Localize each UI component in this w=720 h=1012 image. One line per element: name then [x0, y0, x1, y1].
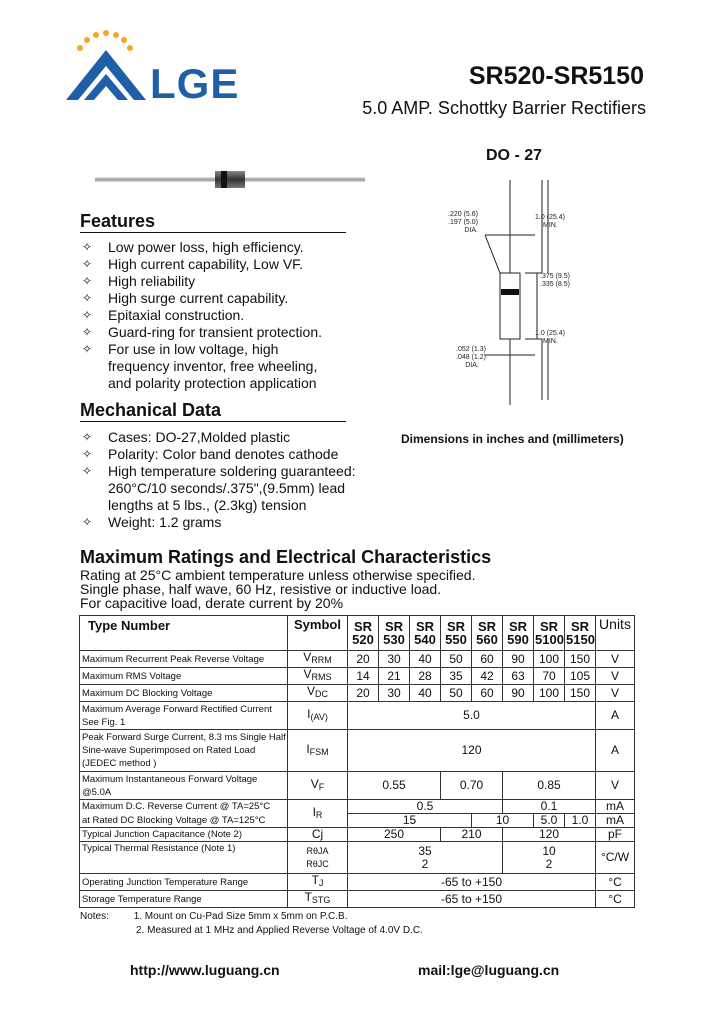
model-header: SR 5150	[565, 616, 596, 651]
features-title: Features	[80, 211, 156, 231]
table-row: Maximum Average Forward Rectified Current See Fig. 1 $I_{(AV)}$ 5.0 A	[80, 702, 635, 730]
lead-len-top-label: 1.0 (25.4) MIN.	[535, 214, 565, 229]
model-header: SR 590	[503, 616, 534, 651]
mechanical-title: Mechanical Data	[80, 400, 222, 420]
diode-image	[95, 170, 365, 190]
note-1: 1. Mount on Cu-Pad Size 5mm x 5mm on P.C.B.	[133, 911, 348, 922]
features-rule	[80, 232, 346, 233]
notes-label: Notes:	[80, 911, 109, 922]
lge-logo-icon	[60, 28, 152, 104]
table-row: Maximum Recurrent Peak Reverse Voltage $V_{RRM}$ 20 30 40 50 60 90 100 150 V	[80, 651, 635, 668]
list-item: ✧ Cases: DO-27,Molded plastic	[82, 429, 291, 445]
table-row: Maximum D.C. Reverse Current @ TA=25°C $I_R$ 0.5 0.1 mA	[80, 800, 635, 814]
list-item: ✧ High surge current capability.	[82, 290, 289, 306]
table-row: Typical Junction Capacitance (Note 2) Cj 250 210 120 pF	[80, 828, 635, 842]
table-row: at Rated DC Blocking Voltage @ TA=125°C 15 10 5.0 1.0 mA	[80, 814, 635, 828]
lead-dia-label: .052 (1.3) .048 (1.2) DIA.	[456, 346, 486, 369]
body-dia-label: .220 (5.6) .197 (5.0) DIA.	[448, 211, 478, 234]
logo-text: LGE	[150, 60, 240, 107]
ratings-line-3: For capacitive load, derate current by 20%	[80, 595, 344, 611]
model-header: SR 530	[379, 616, 410, 651]
cathode-band	[501, 289, 519, 295]
ratings-line-2: Single phase, half wave, 60 Hz, resistive or inductive load.	[80, 581, 442, 597]
dimension-note: Dimensions in inches and (millimeters)	[401, 432, 624, 446]
mechanical-rule	[80, 421, 346, 422]
table-row: Maximum DC Blocking Voltage $V_{DC}$ 20 30 40 50 60 90 100 150 V	[80, 685, 635, 702]
package-outline-drawing	[430, 175, 580, 405]
model-header: SR 560	[472, 616, 503, 651]
table-row: Storage Temperature Range $T_{STG}$ -65 to +150 °C	[80, 891, 635, 908]
list-item: ✧ Polarity: Color band denotes cathode	[82, 446, 339, 462]
notes	[80, 910, 423, 938]
list-item: ✧ Weight: 1.2 grams	[82, 514, 222, 530]
list-item: ✧ Low power loss, high efficiency.	[82, 239, 304, 255]
table-row: Peak Forward Surge Current, 8.3 ms Single Half Sine-wave Superimposed on Rated Load (JEDEC method ) $I_{FSM}$ 120 A	[80, 730, 635, 772]
type-number-header: Type Number	[80, 616, 288, 651]
characteristics-table	[79, 615, 635, 908]
table-row: Maximum RMS Voltage $V_{RMS}$ 14 21 28 35 42 63 70 105 V	[80, 668, 635, 685]
model-header: SR 520	[348, 616, 379, 651]
page-subtitle: 5.0 AMP. Schottky Barrier Rectifiers	[362, 98, 646, 118]
units-header: Units	[596, 616, 635, 651]
footer-mail-link[interactable]: mail:lge@luguang.cn	[418, 962, 560, 978]
ratings-title: Maximum Ratings and Electrical Characteristics	[80, 547, 492, 567]
note-2: 2. Measured at 1 MHz and Applied Reverse Voltage of 4.0V D.C.	[136, 925, 423, 936]
page-title: SR520-SR5150	[468, 62, 644, 90]
model-header: SR 540	[410, 616, 441, 651]
list-item: ✧ High current capability, Low VF.	[82, 256, 304, 272]
list-item: ✧ High temperature soldering guaranteed: 260°C/10 seconds/.375",(9.5mm) lead lengths at 5 lbs., (2.3kg) tension	[82, 463, 356, 513]
body-len-label: .375 (9.5) .335 (8.5)	[540, 273, 570, 288]
list-item: ✧ Guard-ring for transient protection.	[82, 324, 322, 340]
model-header: SR 5100	[534, 616, 565, 651]
footer-url-link[interactable]: http://www.luguang.cn	[130, 962, 280, 978]
table-row: Operating Junction Temperature Range $T_J$ -65 to +150 °C	[80, 874, 635, 891]
lead-len-bottom-label: 1.0 (25.4) MIN.	[535, 330, 565, 345]
table-row: Typical Thermal Resistance (Note 1) RθJA RθJC 35 2 10 2 °C/W	[80, 842, 635, 874]
mechanical-list	[80, 429, 355, 531]
symbol-header: Symbol	[288, 616, 348, 651]
package-name: DO - 27	[486, 147, 543, 164]
ratings-line-1: Rating at 25°C ambient temperature unless otherwise specified.	[80, 567, 476, 583]
table-header-row	[80, 616, 635, 651]
model-header: SR 550	[441, 616, 472, 651]
list-item: ✧ High reliability	[82, 273, 196, 289]
list-item: ✧ For use in low voltage, high frequency inventor, free wheeling, and polarity protection application	[82, 341, 318, 391]
table-row: Maximum Instantaneous Forward Voltage @5.0A $V_F$ 0.55 0.70 0.85 V	[80, 772, 635, 800]
list-item: ✧ Epitaxial construction.	[82, 307, 245, 323]
features-list	[80, 239, 355, 392]
